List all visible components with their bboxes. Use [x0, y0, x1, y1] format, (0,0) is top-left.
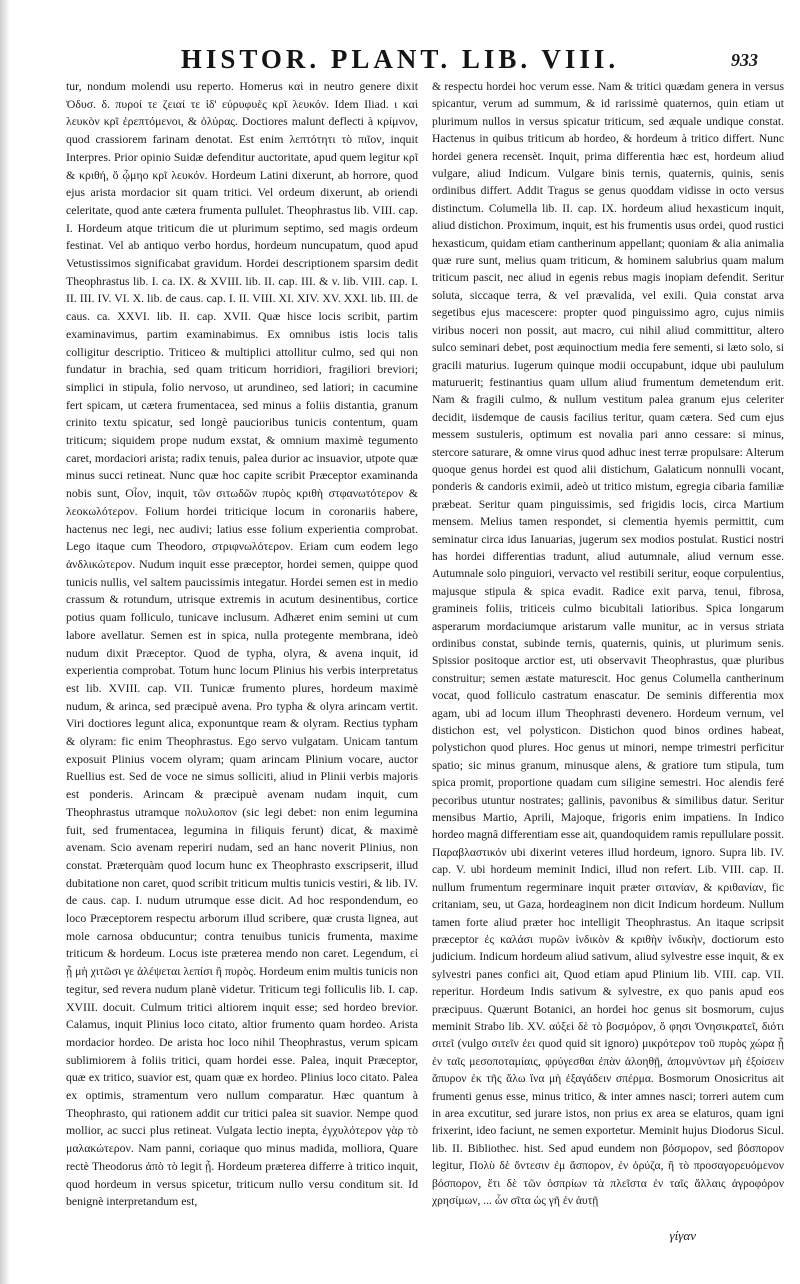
running-title: HISTOR. PLANT. LIB. VIII. [180, 44, 620, 74]
right-column-text: & respectu hordei hoc verum esse. Nam & tritici quædam genera in versus spicantur, verum ad summum, & id rarissimè quaternos, quin etiam ut plurimum nullos in versus spicatur triticum, sed æquale undique constat. Hactenus in quibus triticum ab hordeo, & hordeum à tritico differt. Nunc hordei genera recensèt. Inquit, prima differentia hæc est, hordeum aliud vulgare, aliud Indicum. Vulgare binis ternis, quaternis, quinis, senis ordinibus differt. Addit Tragus se genus quoddam vidisse in octo versus distinctum. Columella lib. II. cap. IX. hordeum aliud hexasticum inquit, aliud distichon. Proximum, inquit, est his frumentis usus ordei, quod rustici hexasticum, quidam etiam cantherinum appellant; quoniam & alia animalia quæ rure sunt, melius quam triticum, & hominem salubrius quam malum triticum pascit, nec aliud in egenis rebus magis inopiam defendit. Seritur soluta, siccaque terra, & vel prævalida, vel exili. Quia constat arva segetibus ejus macescere: propter quod pinguissimo agro, cujus nimiis viribus noceri non possit, aut macro, cui nihil aliud committitur, altero sulco seminari debet, post æquinoctium media fere sementi, si læto solo, si gracili maturius. Iugerum quinque modii occupabunt, idque ubi paululum maturuerit; festinantius quam ullum aliud frumentum demetendum erit. Nam & fragili culmo, & nullum vestitum palea granum ejus celeriter decidit, iisdemque de causis facilius teritur, quam cætera. Sed cum ejus messem sustuleris, optimum est novalia pari anno cessare: si minus, stercore saturare, & omne virus quod adhuc inest terræ propulsare: Alterum quoque genus hordei est quod alii distichum, Galaticum nonnulli vocant, ponderis & candoris eximii, adeò ut tritico mistum, egregia cibaria familiæ præbeat. Seritur quam pinguissimis, sed frigidis locis, circa Martium mensem. Melius tamen respondet, si clementia hyemis permittit, cum seminatur circa idus Ianuarias, jugerum sex modios postulat. Rustici nostri has hordei differentias tradunt, aliud autumnale, aliud vernum esse. Autumnale solo pinguiori, vervacto vel restibili seritur, eoque corpulentius, majusque stipula & spica evadit. Radice exit parva, tenui, fibrosa, gramineis foliis, triticeis culmo bicubitali latioribus. Spica longarum asperarum mordaciumque aristarum valle munitur, ac in versus striata ordinibus constat, subinde ternis, quaternis, quinis, ut plurimum senis. Spissior positoque arctior est, uti observavit Theophrastus, quæ pluribus construitur; semen æstate maturescit. Hoc genus Columella cantherinum vocat, quod folliculo castratum enascatur. De seminis differentia mox agam, ubi ad locum illum Theophrasti devenero. Hordeum vernum, vel distichon est, vel polysticon. Distichon quod binos ordines habeat, polystichon quod plures. Hoc genus ut minori, nempe trimestri perficitur spatio; sic minus granum, minusque alens, & gratiore tum stipula, tum spica promit, proportione quadam cum siligine semestri. Hoc alendis feré pecoribus utuntur nostrates; gallinis, pavonibus & similibus datur. Seritur mensibus Martio, Aprili, Majoque, frigoris enim impatiens. In Indico hordeo magnâ differentiam esse ait, quandoquidem ramis repullulare possit. Παραβλαστικόν ubi dixerint veteres illud hordeum, ignoro. Supra lib. IV. cap. V. ubi hordeum meminit Indici, illud non refert. Lib. VIII. cap. II. nullum frumentum regerminare inquit præter σιτανίαν, & κριθανίαν, fic critaniam, seu, ut Gaza, hordeaginem non dicit Indicum hordeum. Nullum tamen forte aliud præter hoc intelligit Theophrastus. An itaque scripsit præceptor ἐς καλάσι πυρῶν ἰνδικὸν & κριθὴν ἰνδικὴν, doctiorum esto judicium. Indicum hordeum aliud sativum, aliud sylvestre esse inquit, & ex sylvestri panes confici ait, Quod etiam apud Plinium lib. VIII. cap. VII. reperitur. Hordeum Indis sativum & sylvestre, ex quo panis apud eos præcipuus. Quærunt Botanici, an hordei hoc genus sit bosmorum, cujus meminit Strabo lib. XV. αὐξεὶ δὲ τὸ βοσμόρον, ὅ φησι Ὀνησικρατεῖ, διότι σιτεῖ (vulgo σιτεῖν ἐει quod quid sit ignoro) μικρότερον τοῦ πυρὸς χώρα ᾗ ἐν ταῖς μεσοποταμίαις, φρύγεσθαι ἐπὰν ἀλοηθῇ, ἀπομνύντων μὴ ἐξοίσειν ἄπυρον ἐκ τῆς ἅλω ἵνα μὴ ἐξαγάδειν σπέρμα. Bosmorum Onosicritus ait frumenti genus esse, minus tritico, & inter amnes nasci; torreri autem cum in area excutitur, sed jurare istos, non prius ex area se elaturos, quam igni frixerint, ideo faciunt, ne semen exportetur. Meminit hujus Diodorus Sicul. lib. II. Bibliothec. hist. Sed apud eundem non βόσμορον, sed βόσπορον legitur, Πολὺ δὲ ὄντεσιν ἐμ ἄσπορον, ἐν ὀρύζα, ἢ τὸ προσαγορευόμενον βόσπορον, ἔτι δὲ τῶν ὀσπρίων τὰ πλεῖστα ἐν ταῖς ἄλλαις ἀγροφόρον χρησίμων, ... ὧν σῖτα ὡς γῆ ἐν ἀυτῇ [432, 80, 785, 1207]
page-edge-shadow [0, 0, 10, 1284]
catchword: γίγαν [669, 1228, 696, 1243]
page-number: 933 [731, 50, 758, 70]
left-text-column [66, 78, 418, 1211]
right-text-column [432, 78, 784, 1209]
left-column-text: tur, nondum molendi usu reperto. Homerus καὶ in neutro genere dixit Ὀδυσ. δ. πυροί τε ζειαί τε ἰδ' εὐρυφυὲς κρῖ λευκόν. Idem Iliad. ι καὶ λευκὸν κρῖ ἐρεπτόμενοι, & ὀλύρας. Doctiores malunt deflecti à κρίμνον, quod crassiorem farinam denotat. Est enim λεπτότητι τὸ πιῖον, inquit Interpres. Prior opinio Suidæ defenditur auctoritate, apud quem legitur κρῖ & κριθή, ὅ ᾦμηο κρῖ λευκόν. Hordeum Latini dixerunt, ab horrore, quod ejus arista mordacior sit quam tritici. Vel ordeum dixerunt, ab oriendi celeritate, quod ante cætera frumenta pullulet. Theophrastus lib. VIII. cap. I. Hordeum atque triticum die ut plurimum septimo, sed magis ordeum festinat. Vel ab antiquo verbo hordus, hordeum nuncupatum, quod apud Vetustissimos significabat gravidum. Hordei descriptionem sparsim dedit Theophrastus lib. I. ca. IX. & XVIII. lib. II. cap. III. & v. lib. VIII. cap. I. II. III. IV. VI. X. lib. de caus. cap. I. II. VIII. XI. XIV. XV. XXI. lib. III. de caus. ca. XXVI. lib. II. cap. XVII. Quæ hisce locis scribit, partim examinavimus, partim examinabimus. Ex omnibus istis locis talis colligitur descriptio. Triticeo & multiplici attollitur culmo, sed qui non fundatur in brachia, sed quam triticum horridiori, fragiliori breviori; simplici in stipula, folio nervoso, ut arundineo, sed latiori; in cacumine fert spicam, ut cætera frumentacea, sed minus a foliis distantia, granum crinito textu spicatur, sed longè paucioribus tunicis contentum, quam triticum; siquidem prope nudum exstat, & omnium maximè tegumento caret, mordaciori arista; radix tenuis, palea durior ac insuavior, utpote quæ minus succi retineat. Nunc quæ hoc capite scribit Præceptor examinanda nobis sunt, Οἷον, inquit, τῶν σιτωδῶν πυρὸς κριθὴ στφανωτότερον & λεοκωλότερον. Folium hordei triticique locum in coronariis habere, hactenus nec legi, nec audivi; latius esse folium experientia comprobat. Lego itaque cum Theodoro, στριφνωλότερον. Eriam cum eodem lego ἀνδλικώτερον. Nudum inquit esse præceptor, hordei semen, quippe quod tunicis nullis, vel saltem paucissimis integatur. Hordei semen est in medio crassum & rotundum, utrisque extremis in acutum desinentibus, cortice potius quam folliculo, tunicave inclusum. Adhæret enim semini ut cum labore avellatur. Semen est in spica, nulla protegente membrana, ideò nudum dixit Præceptor. Quod de typha, olyra, & avena inquit, id experientia comprobat. Totum hunc locum Plinius his verbis interpretatus est lib. XVIII. cap. VII. Tunicæ frumento plures, hordeum maximè nudum, & arinca, sed præcipuè avena. Pro typha & olyra arincam vertit. Viri doctiores legunt alica, exponuntque ream & olyram. Rectius typham & olyram: fic enim Theophrastus. Ego servo vulgatam. Unicam tantum exposuit Plinius vocem olyram; quam arincam Plinium vocare, auctor Ruellius est. Sed de voce ne simus solliciti, aliud in Plinii verbis majoris est ponderis. Arincam & præcipuè avenam nudam inquit, cum Theophrastus utramque πολυλοπον (sic legi debet: non enim legumina fuit, sed frumentacea, legumina in filiquis ferunt) dicat, & maximè avenam. Scio avenam reperiri nudam, sed an hanc noverit Plinius, non constat. Præterquàm quod locum hunc ex Theophrasto exscripserit, illud dubitatione non caret, quod scribit triticum multis tunicis vestiri, & lib. IV. de caus. cap. I. nudum utrumque esse dicit. Ad hoc respondendum, eo loco Præceptorem respectu arborum illud scribere, quæ crusta lignea, aut mole carnosa obducuntur; contra tenuibus tunicis frumenta, maxime triticum & hordeum. Locus iste præterea mendo non caret. Legendum, εἰ ᾗ μὴ χιτῶσι γε ἀλέψεται λεπίσι ἢ πυρὸς. Hordeum enim multis tunicis non tegitur, sed revera nudum planè videtur. Triticum tegi folliculis lib. I. cap. XVIII. docuit. Culmum tritici altiorem inquit esse; sed hordeo brevior. Calamus, inquit Plinius loco citato, altior frumento quam hordeo. Arista mordacior hordeo. De arista hoc loco nihil Theophrastus, verum spicam sublimiorem à foliis tritici, quam hordei esse. Palea, inquit Præceptor, quæ ex tritico, suavior est, quam quæ ex hordeo. Plinius loco citato. Palea ex optimis, stramentum vero nullum comparatur. Hæc quantum à Theophrasto, qui rationem addit cur tritici palea sit suavior. Nempe quod mollior, ac succi plus retineat. Vulgata lectio inepta, ἐγχυλότερον γὰρ τὸ μαλακώτερον. Nam panni, coriaque quo minus madida, molliora, Quare rectè Theodorus ἀπὸ τὸ legit ᾗ. Hordeum præterea differre à tritico inquit, quod hordeum in versus spicetur, triticum nullo versu conditum sit. Id benignè interpretandum est, [66, 79, 418, 1209]
running-head [0, 44, 800, 78]
